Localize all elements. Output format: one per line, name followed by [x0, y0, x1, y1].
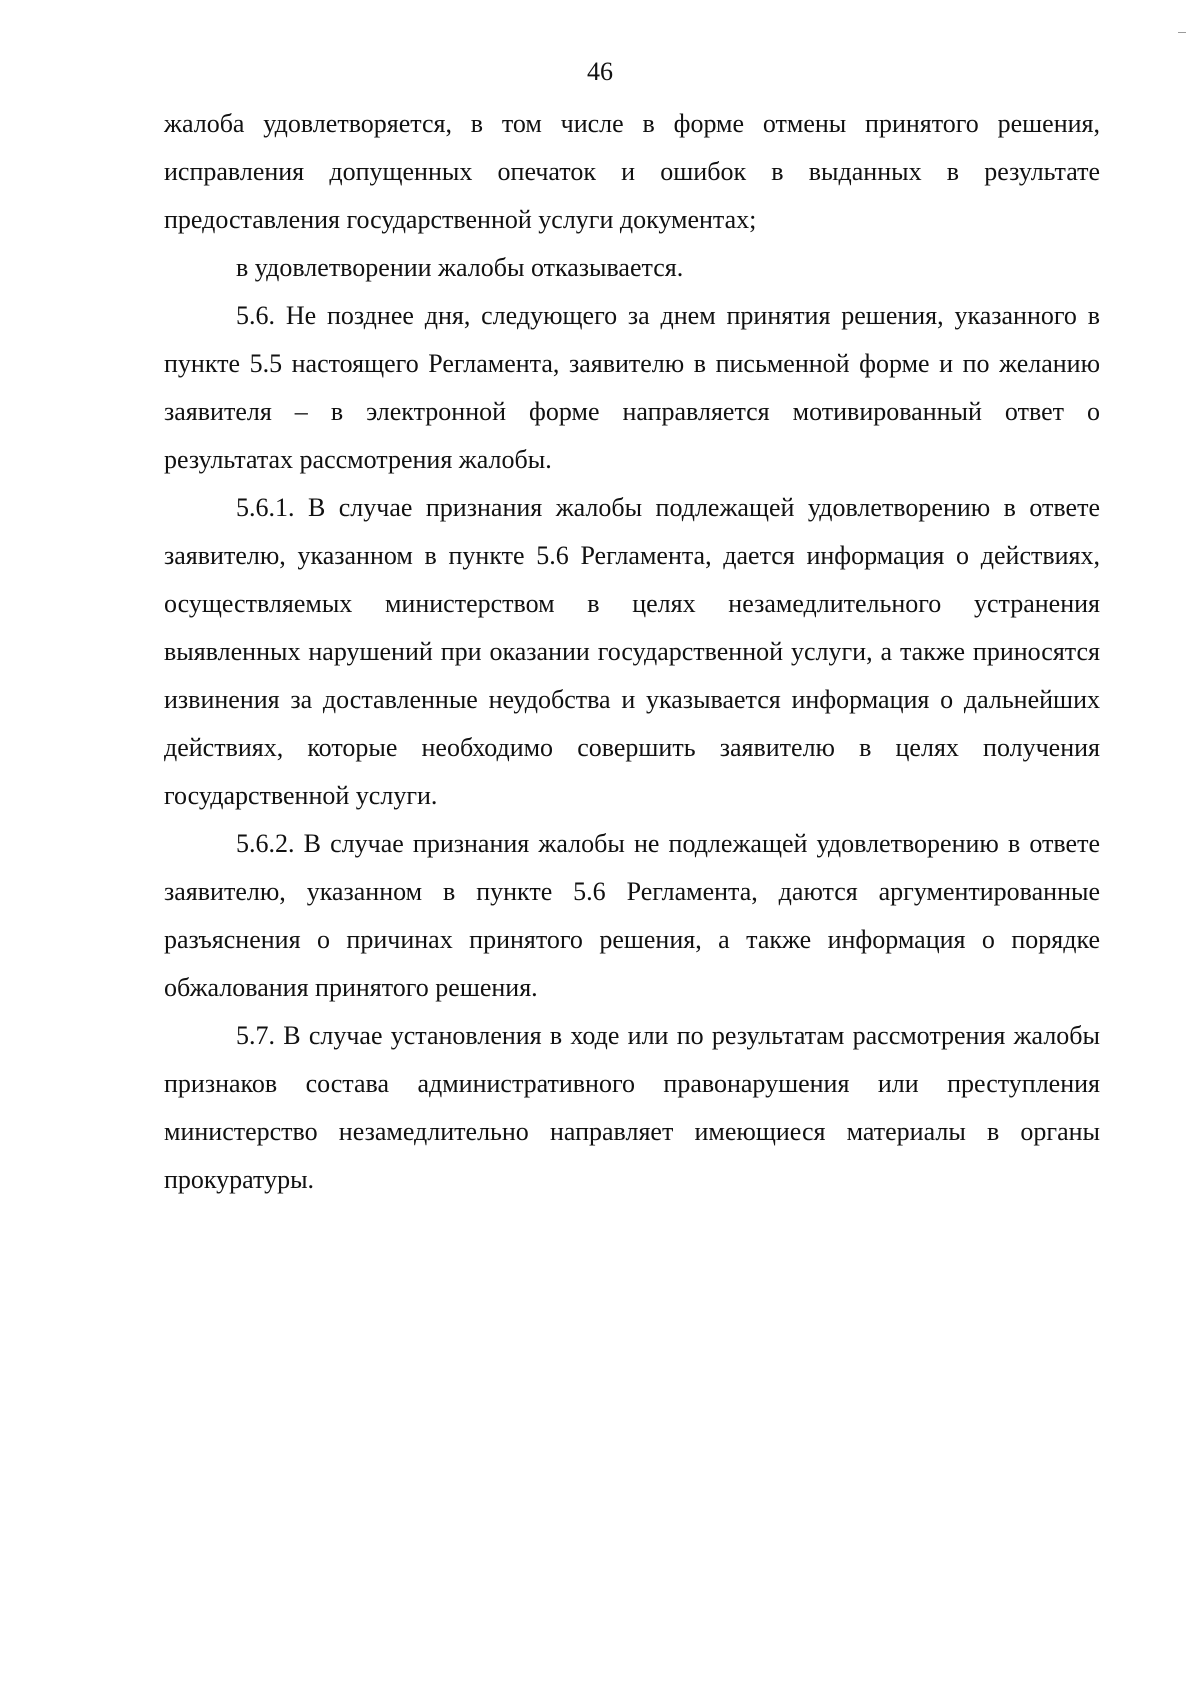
paragraph-5-6-2: 5.6.2. В случае признания жалобы не подлежащей удовлетворению в ответе заявителю, указанном в пункте 5.6 Регламента, даются аргументированные разъяснения о причинах принятого решения, а также информация о порядке обжалования принятого решения.	[164, 829, 1100, 1002]
paragraph-continuation: жалоба удовлетворяется, в том числе в форме отмены принятого решения, исправления допущенных опечаток и ошибок в выданных в результате предоставления государственной услуги документах;	[164, 109, 1100, 234]
page-number: 46	[587, 57, 613, 86]
paragraph-5-6: 5.6. Не позднее дня, следующего за днем принятия решения, указанного в пункте 5.5 настоящего Регламента, заявителю в письменной форме и по желанию заявителя – в электронной форме направляется мотивированный ответ о результатах рассмотрения жалобы.	[164, 301, 1100, 474]
paragraph-5-6-1: 5.6.1. В случае признания жалобы подлежащей удовлетворению в ответе заявителю, указанном в пункте 5.6 Регламента, дается информация о действиях, осуществляемых министерством в целях незамедлительного устранения выявленных нарушений при оказании государственной услуги, а также приносятся извинения за доставленные неудобства и указывается информация о дальнейших действиях, которые необходимо совершить заявителю в целях получения государственной услуги.	[164, 493, 1100, 810]
scan-mark	[1178, 32, 1186, 33]
document-body	[164, 100, 1100, 1204]
paragraph-5-7: 5.7. В случае установления в ходе или по результатам рассмотрения жалобы признаков состава административного правонарушения или преступления министерство незамедлительно направляет имеющиеся материалы в органы прокуратуры.	[164, 1021, 1100, 1194]
paragraph-refusal: в удовлетворении жалобы отказывается.	[236, 253, 684, 282]
